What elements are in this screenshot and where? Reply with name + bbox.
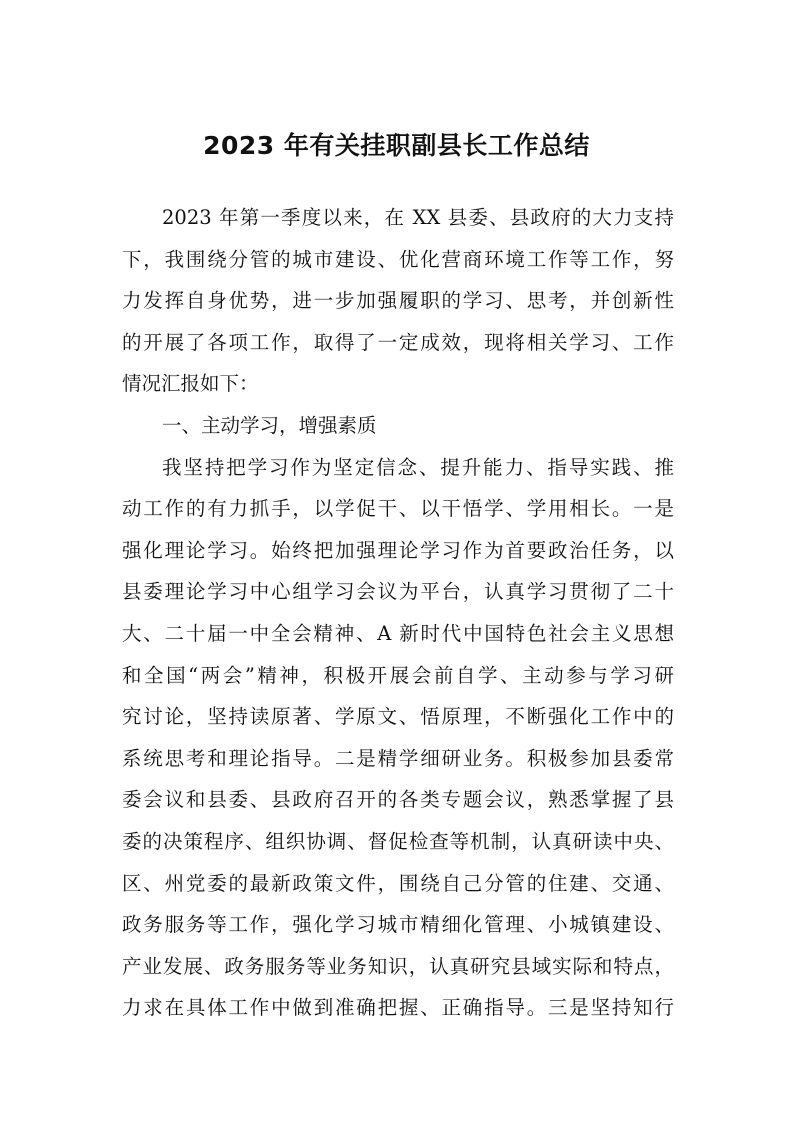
- paragraph-line: 委会议和县委、县政府召开的各类专题会议，熟悉掌握了县: [122, 788, 674, 812]
- paragraph-line: 强化理论学习。始终把加强理论学习作为首要政治任务，以: [122, 538, 674, 562]
- paragraph-line: 2023 年第一季度以来，在 XX 县委、县政府的大力支持: [162, 206, 674, 229]
- paragraph-line: 力发挥自身优势，进一步加强履职的学习、思考，并创新性: [122, 289, 674, 313]
- paragraph-line: 委的决策程序、组织协调、督促检查等机制，认真研读中央、: [122, 829, 674, 853]
- paragraph-line: 产业发展、政务服务等业务知识，认真研究县域实际和特点，: [122, 954, 674, 978]
- paragraph-line: 和全国“两会”精神，积极开展会前自学、主动参与学习研: [122, 663, 674, 687]
- paragraph-line: 究讨论，坚持读原著、学原文、悟原理，不断强化工作中的: [122, 705, 674, 729]
- paragraph-line: 力求在具体工作中做到准确把握、正确指导。三是坚持知行: [122, 996, 674, 1020]
- paragraph-line: 的开展了各项工作，取得了一定成效，现将相关学习、工作: [122, 330, 674, 354]
- paragraph-line: 动工作的有力抓手，以学促干、以干悟学、学用相长。一是: [122, 497, 674, 521]
- paragraph-line: 系统思考和理论指导。二是精学细研业务。积极参加县委常: [122, 746, 674, 770]
- paragraph-line: 情况汇报如下：: [122, 372, 259, 396]
- paragraph-line: 大、二十届一中全会精神、A 新时代中国特色社会主义思想: [122, 621, 674, 645]
- paragraph-line: 政务服务等工作，强化学习城市精细化管理、小城镇建设、: [122, 913, 674, 937]
- document-body: [122, 197, 674, 1029]
- paragraph-line: 县委理论学习中心组学习会议为平台，认真学习贯彻了二十: [122, 580, 674, 604]
- section-heading: 一、主动学习，增强素质: [162, 413, 377, 437]
- paragraph-line: 下，我围绕分管的城市建设、优化营商环境工作等工作，努: [122, 247, 674, 271]
- document-title: 2023 年有关挂职副县长工作总结: [203, 131, 590, 160]
- paragraph-line: 我坚持把学习作为坚定信念、提升能力、指导实践、推: [162, 455, 674, 479]
- paragraph-line: 区、州党委的最新政策文件，围绕自己分管的住建、交通、: [122, 871, 674, 895]
